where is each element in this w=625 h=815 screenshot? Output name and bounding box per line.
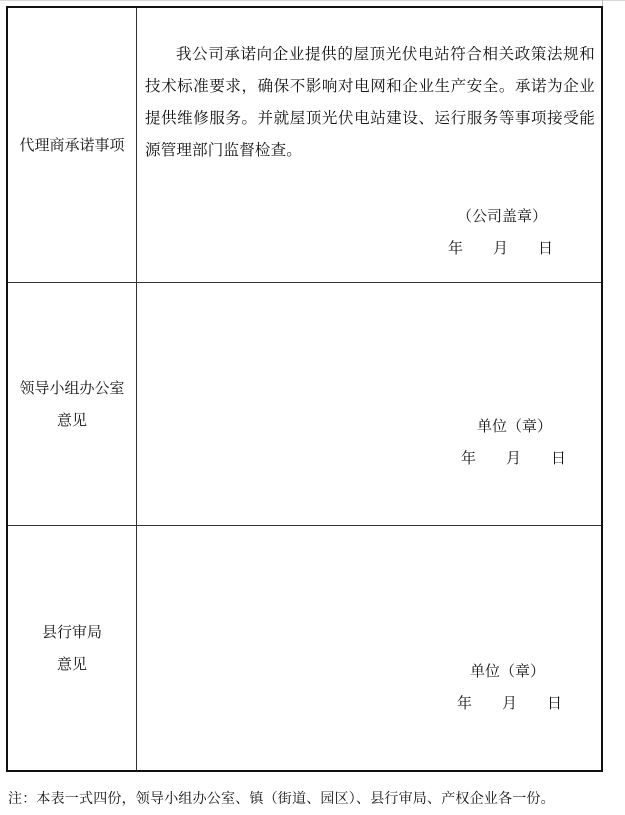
date-year: 年 <box>461 449 477 467</box>
commitment-text: 我公司承诺向企业提供的屋顶光伏电站符合相关政策法规和技术标准要求，确保不影响对电网和企业生产安全。承诺为企业提供维修服务。并就屋顶光伏电站建设、运行服务等事项接受能源管理部门监督检查。 <box>145 45 595 159</box>
date-line <box>457 692 562 713</box>
opinion-content-cell <box>137 526 601 770</box>
date-month: 月 <box>506 449 522 467</box>
date-month: 月 <box>502 694 518 712</box>
date-year: 年 <box>457 694 473 712</box>
row-leading-group-office-opinion <box>8 283 601 526</box>
commitment-content-cell <box>137 8 601 282</box>
date-month: 月 <box>493 239 509 257</box>
date-line <box>448 237 553 258</box>
date-day: 日 <box>538 239 554 257</box>
unit-seal-label: 单位（章） <box>477 417 553 435</box>
page-top-rule <box>0 0 625 1</box>
row-county-approval-bureau-opinion <box>8 526 601 770</box>
date-line <box>461 447 566 468</box>
row-label-line: 意见 <box>56 411 87 429</box>
row-label-cell <box>8 8 137 282</box>
row-label-cell <box>8 283 137 525</box>
row-label-line: 县行审局 <box>41 623 102 641</box>
approval-form-table <box>6 6 603 772</box>
form-footnote: 注：本表一式四份，领导小组办公室、镇（街道、园区）、县行审局、产权企业各一份。 <box>8 791 555 807</box>
row-label-cell <box>8 526 137 770</box>
date-day: 日 <box>551 449 567 467</box>
row-label-line: 意见 <box>56 655 87 673</box>
row-agent-commitment <box>8 8 601 283</box>
unit-seal-label: 单位（章） <box>470 662 546 680</box>
row-label-line: 领导小组办公室 <box>19 379 125 397</box>
opinion-content-cell <box>137 283 601 525</box>
date-year: 年 <box>448 239 464 257</box>
date-day: 日 <box>547 694 563 712</box>
row-label-line: 代理商承诺事项 <box>19 136 125 154</box>
company-seal-label: （公司盖章） <box>457 207 548 225</box>
